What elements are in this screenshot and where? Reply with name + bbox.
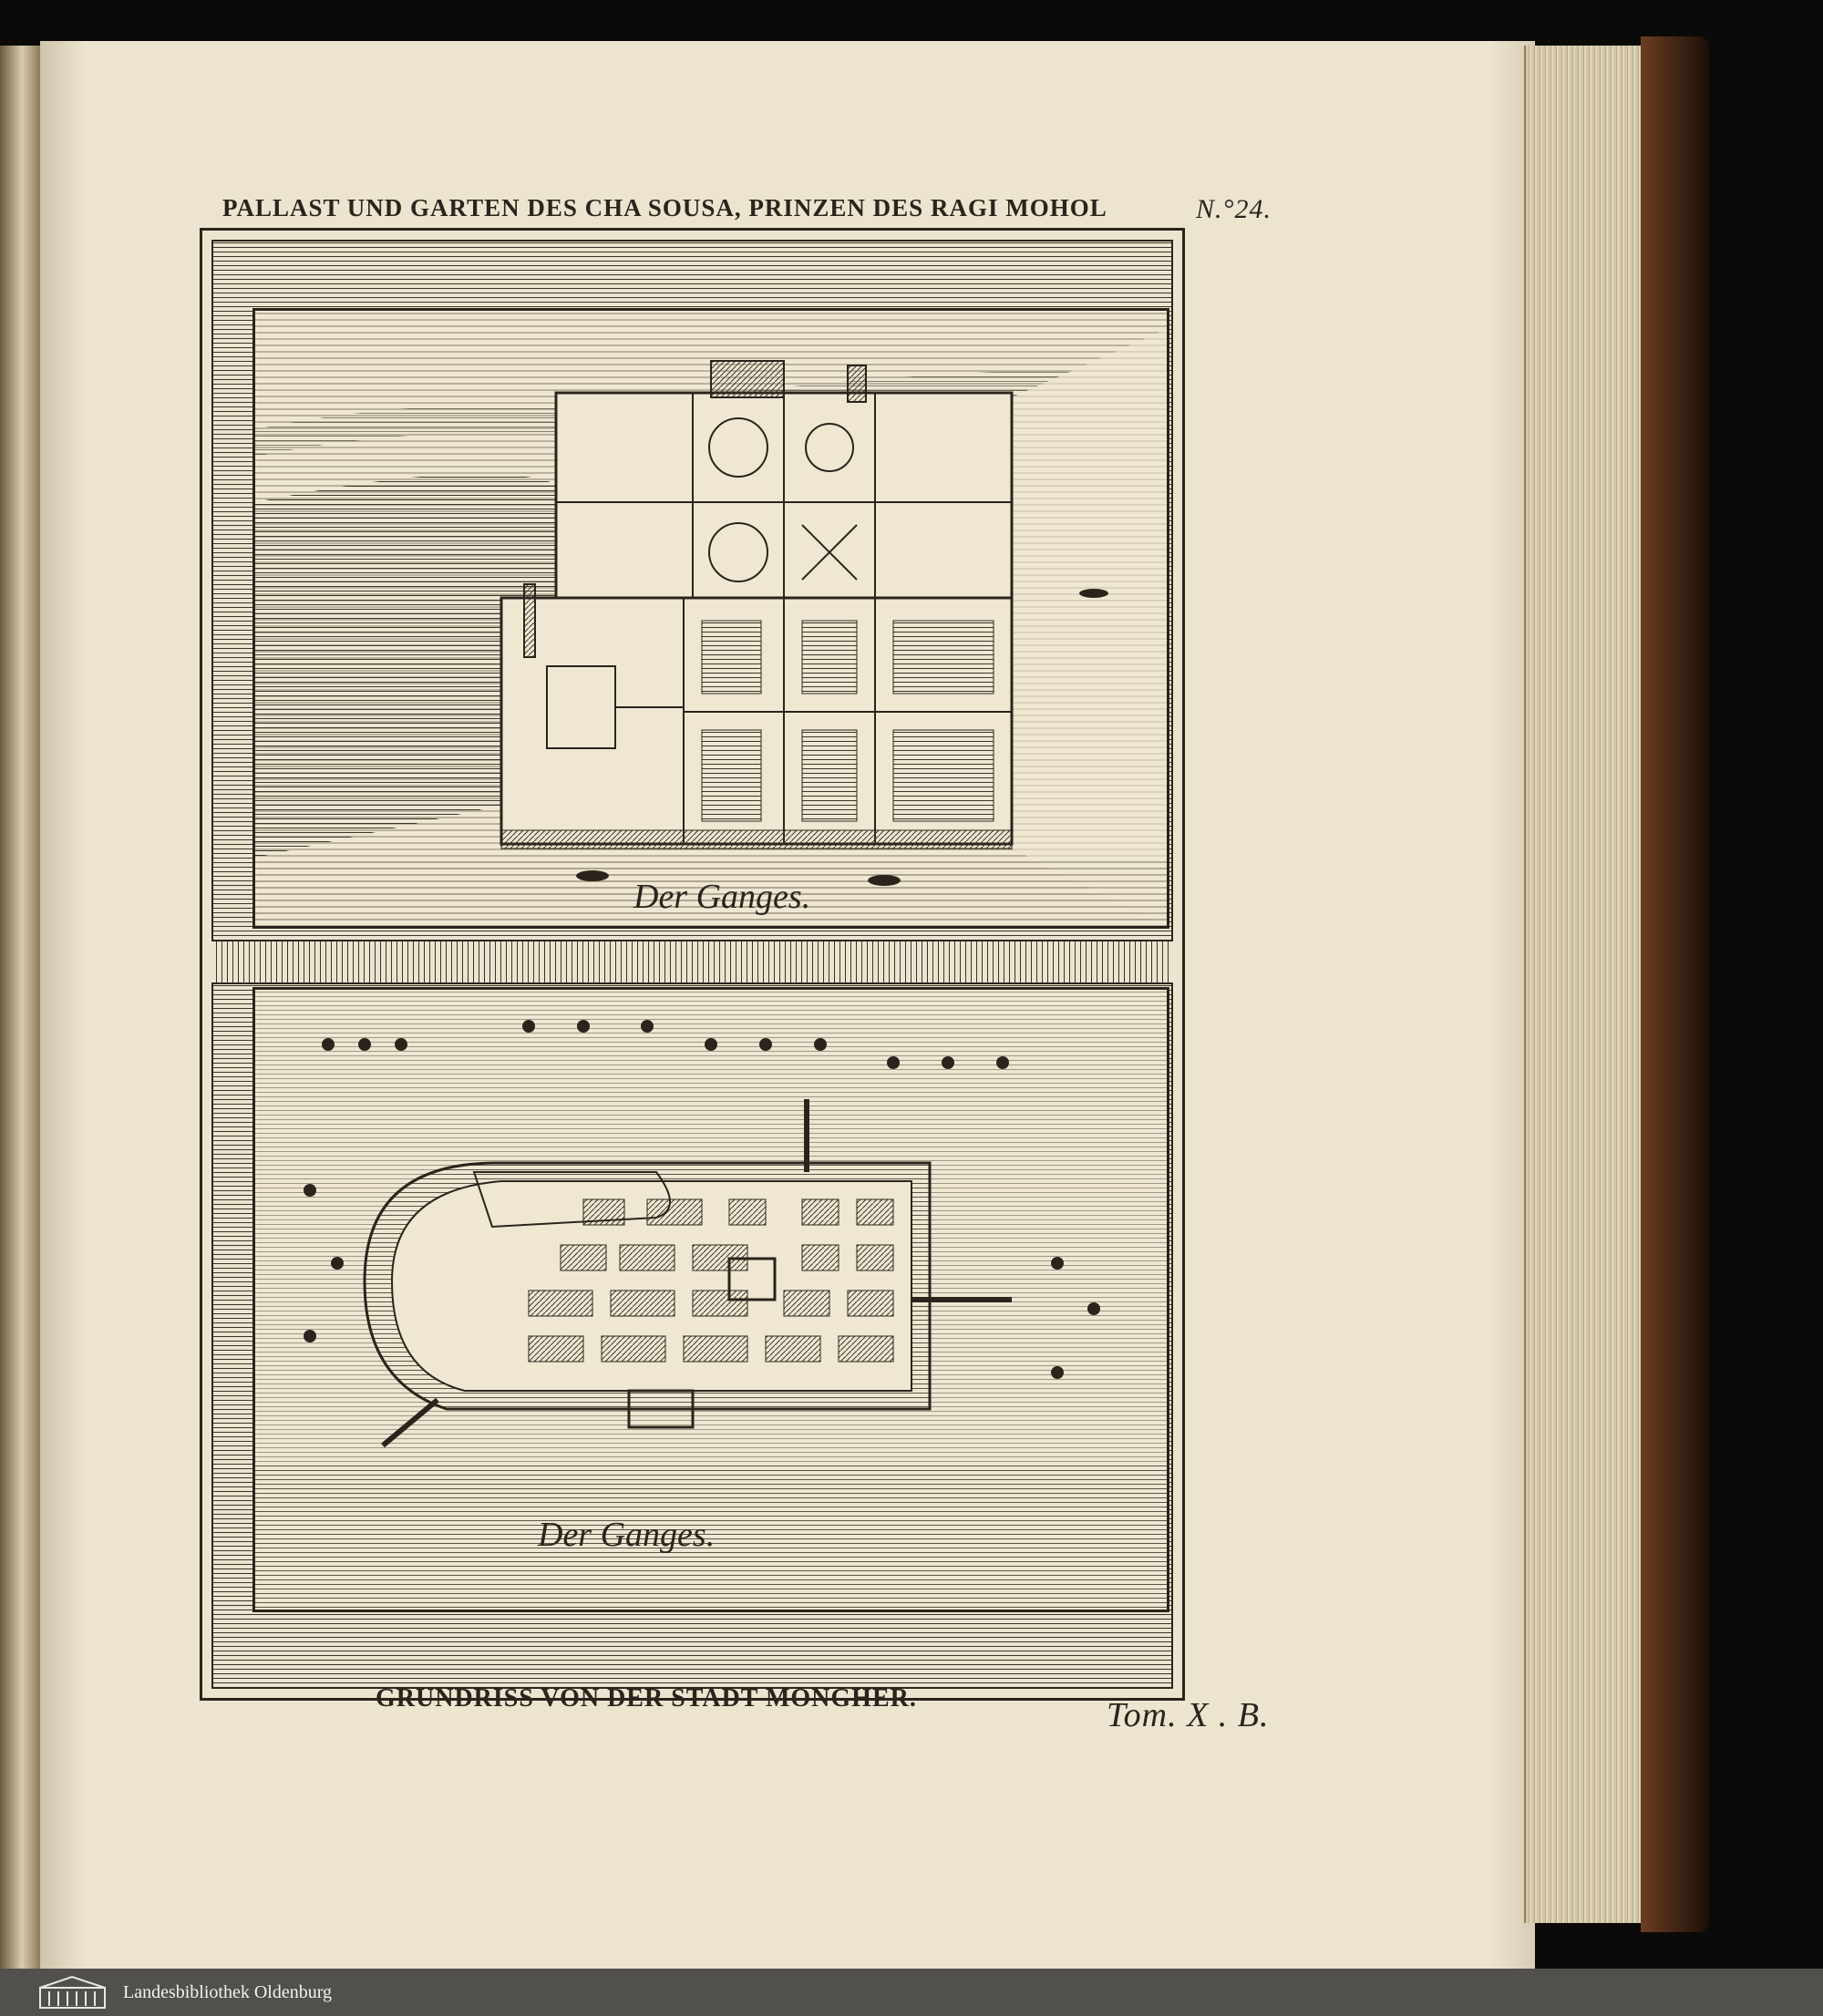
library-name: Landesbibliothek Oldenburg <box>123 1981 333 2002</box>
separator-band <box>211 940 1173 984</box>
plate-title: PALLAST UND GARTEN DES CHA SOUSA, PRINZEN DES RAGI MOHOL <box>222 194 1107 221</box>
plate-caption: GRUNDRISS VON DER STADT MONGHER. <box>376 1684 917 1713</box>
library-footer <box>0 1969 1823 2016</box>
bottom-river-label: Der Ganges. <box>538 1516 716 1554</box>
top-river-label: Der Ganges. <box>633 878 811 916</box>
page-block-edge <box>1524 46 1646 1923</box>
engraved-plate <box>200 228 1185 1701</box>
city-plan-engraving <box>252 987 1169 1612</box>
palace-garden-engraving <box>252 308 1169 929</box>
leather-cover <box>1641 36 1709 1932</box>
volume-mark: Tom. X . B. <box>1107 1696 1270 1734</box>
left-page-edge <box>0 46 40 1969</box>
right-page <box>40 41 1535 1969</box>
plate-number: N.°24. <box>1196 194 1272 224</box>
library-building-icon <box>38 1975 107 2010</box>
